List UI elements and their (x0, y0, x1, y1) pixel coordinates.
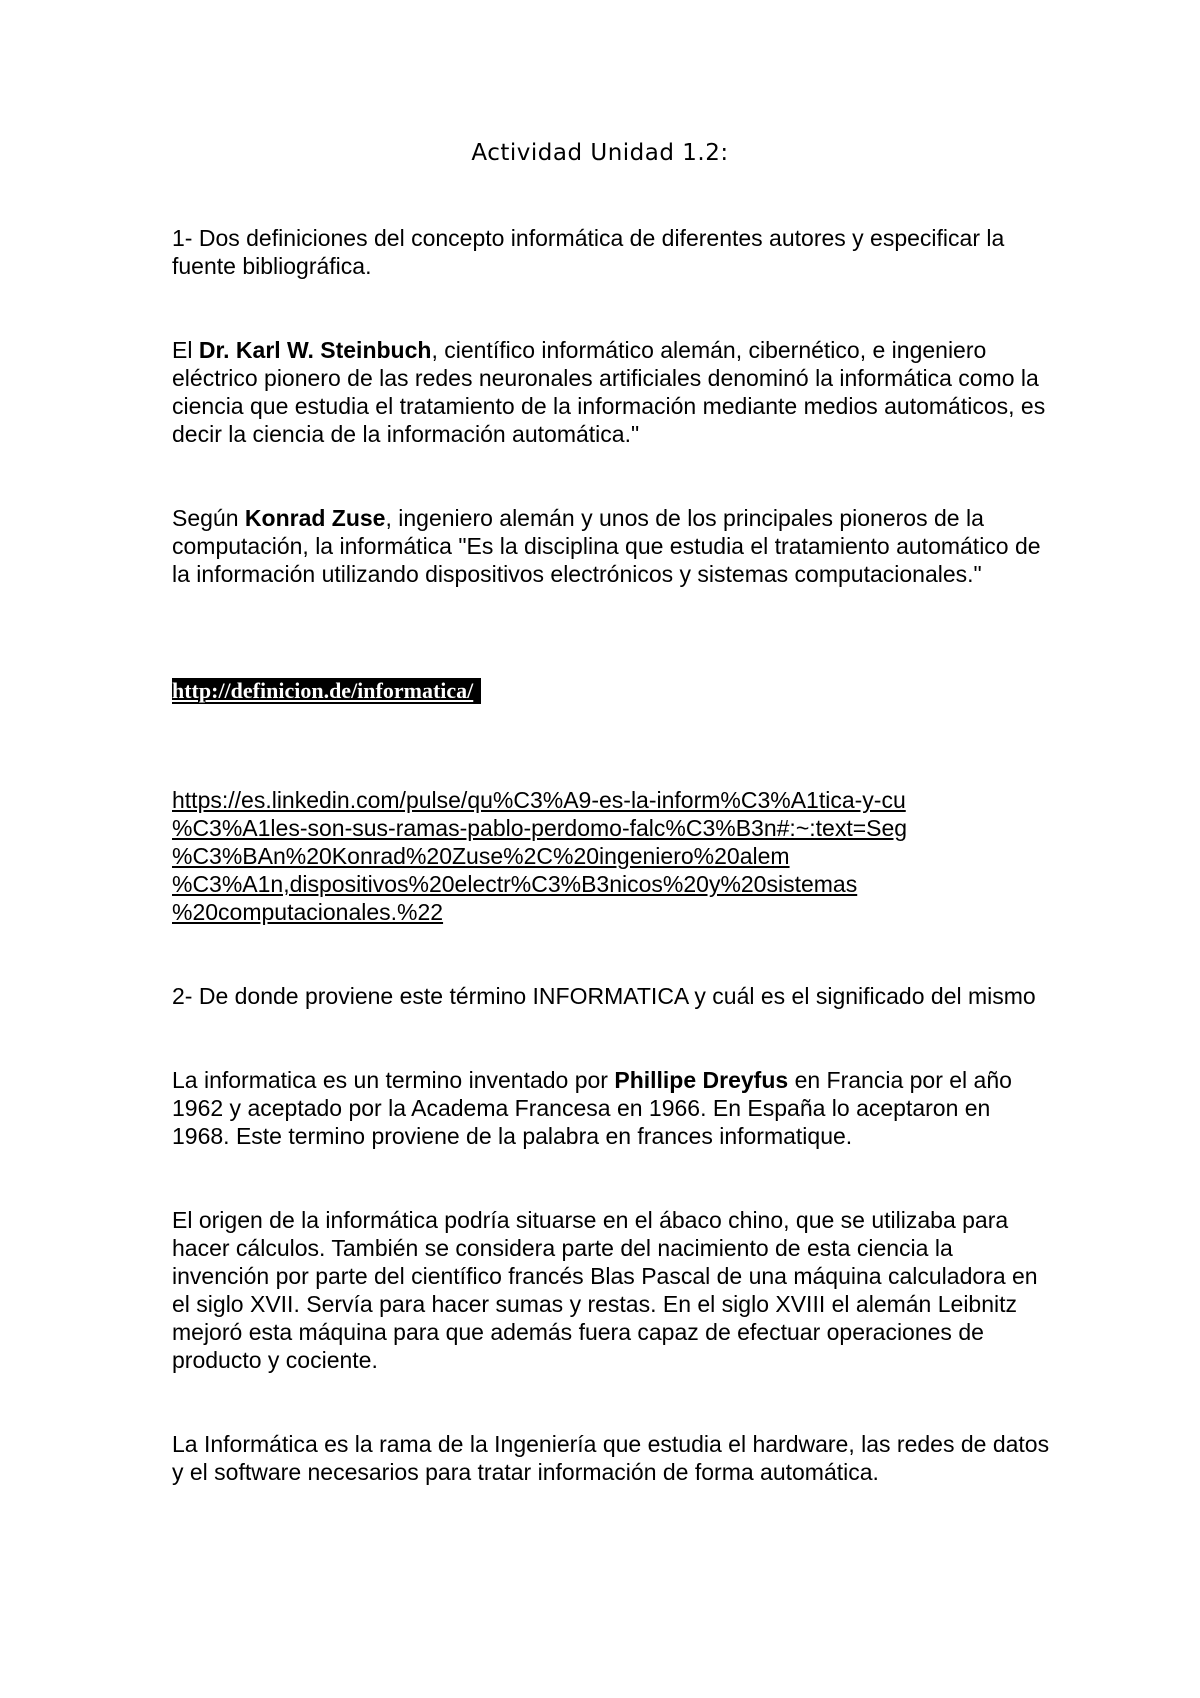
origin-dreyfus-text: en Francia por el año 1962 y aceptado por la Academa Francesa en 1966. En España lo aceptaron en 1968. Este termino proviene de la palabra en frances informatique. (172, 1067, 1012, 1149)
source-link-1-container (172, 676, 1052, 704)
source-link-2-line[interactable]: %C3%BAn%20Konrad%20Zuse%2C%20ingeniero%20alem (172, 843, 790, 869)
source-link-2-line[interactable]: https://es.linkedin.com/pulse/qu%C3%A9-es-la-inform%C3%A1tica-y-cu (172, 787, 906, 813)
author-steinbuch: Dr. Karl W. Steinbuch (198, 337, 432, 363)
author-zuse: Konrad Zuse (244, 505, 386, 531)
question-1-text: 1- Dos definiciones del concepto informática de diferentes autores y especificar la fuente bibliográfica. (172, 225, 1005, 279)
source-link-1[interactable]: http://definicion.de/informatica/ (172, 678, 481, 704)
definition-steinbuch-pre: El (172, 337, 199, 363)
source-link-2-line[interactable]: %C3%A1n,dispositivos%20electr%C3%B3nicos%20y%20sistemas (172, 871, 858, 897)
question-2-text: 2- De donde proviene este término INFORMATICA y cuál es el significado del mismo (172, 983, 1036, 1009)
origin-history (172, 1206, 1052, 1374)
definition-zuse (172, 504, 1052, 588)
definition-zuse-pre: Según (172, 505, 245, 531)
question-2 (172, 982, 1052, 1010)
question-1 (172, 224, 1052, 280)
definition-zuse-text: , ingeniero alemán y unos de los principales pioneros de la computación, la informática "Es la disciplina que estudia el tratamiento automático de la información utilizando dispositivos electrónicos y sistemas computacionales." (172, 505, 1041, 587)
author-dreyfus: Phillipe Dreyfus (614, 1067, 789, 1093)
origin-dreyfus-pre: La informatica es un termino inventado por (172, 1067, 615, 1093)
source-link-2-line[interactable]: %20computacionales.%22 (172, 899, 444, 925)
informatics-definition (172, 1430, 1052, 1486)
informatics-definition-text: La Informática es la rama de la Ingeniería que estudia el hardware, las redes de datos y el software necesarios para tratar información de forma automática. (172, 1431, 1050, 1485)
source-link-2[interactable] (172, 786, 1052, 926)
origin-history-text: El origen de la informática podría situarse en el ábaco chino, que se utilizaba para hacer cálculos. También se considera parte del nacimiento de esta ciencia la invención por parte del científico francés Blas Pascal de una máquina calculadora en el siglo XVII. Servía para hacer sumas y restas. En el siglo XVIII el alemán Leibnitz mejoró esta máquina para que además fuera capaz de efectuar operaciones de producto y cociente. (172, 1207, 1038, 1373)
definition-steinbuch (172, 336, 1052, 448)
source-link-2-line[interactable]: %C3%A1les-son-sus-ramas-pablo-perdomo-falc%C3%B3n#:~:text=Seg (172, 815, 908, 841)
document-title: Actividad Unidad 1.2: (471, 140, 729, 166)
origin-dreyfus (172, 1066, 1052, 1150)
definition-steinbuch-text: , científico informático alemán, cibernético, e ingeniero eléctrico pionero de las redes neuronales artificiales denominó la informática como la ciencia que estudia el tratamiento de la información mediante medios automáticos, es decir la ciencia de la información automática." (172, 337, 1046, 447)
